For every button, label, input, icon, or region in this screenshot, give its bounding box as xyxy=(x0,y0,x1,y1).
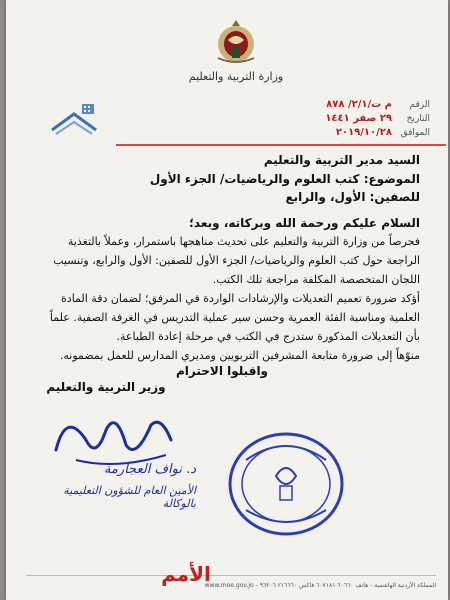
footer-divider xyxy=(26,575,436,576)
reference-block xyxy=(290,98,430,140)
letter-closing: واقبلوا الاحترام xyxy=(176,364,269,378)
footer-contact: المملكة الأردنية الهاشمية - هاتف ٦٠٦٦٠ ٦٠٧١٨١ فاكس ٢١٦٦٦٠ ٩٦٢٠٦ - www.moe.gov.jo xyxy=(204,582,436,589)
reference-gregorian-label: الموافق xyxy=(400,128,430,138)
ministry-name: وزارة التربية والتعليم xyxy=(188,70,284,83)
reference-date-label: التاريخ xyxy=(406,114,430,124)
reference-number-value: م ت/٢/١/ ٨٧٨ xyxy=(326,99,392,110)
reference-date-row xyxy=(290,112,430,126)
letter-greeting: السلام عليكم ورحمة الله وبركاته، وبعد؛ xyxy=(189,216,420,230)
letter-paragraph-3: منوّهاً إلى ضرورة متابعة المشرفين التربويين ومديري المدارس للعمل بمضمونه. xyxy=(59,349,420,362)
letter-paragraph-1: فحرصاً من وزارة التربية والتعليم على تحديث مناهجها باستمرار، وعملاً بالتغذية الراجعة حول كتب العلوم والرياضيات/ الجزء الأول للصفين: الأول والرابع، وتنسيب اللجان المتخصصة المكلفة مراجعة تلك الكتب. xyxy=(53,235,420,286)
letter-page xyxy=(6,0,448,600)
letter-body xyxy=(40,150,420,365)
handwritten-title: الأمين العام للشؤون التعليمية بالوكالة xyxy=(63,484,196,510)
reference-number-label: الرقم xyxy=(409,100,430,110)
official-stamp xyxy=(226,430,346,538)
letter-paragraph-2: أؤكد ضرورة تعميم التعديلات والإرشادات الواردة في المرفق؛ لضمان دقة المادة العلمية ومناسبة الفئة العمرية وحسن سير عملية التدريس في الغرفة الصفية. علماً بأن التعديلات المذكورة ستدرج في الكتب في مرحلة إعادة الطباعة. xyxy=(49,292,420,343)
letter-subject-line-1: الموضوع: كتب العلوم والرياضيات/ الجزء الأول xyxy=(149,172,420,186)
reference-gregorian-value: ٢٠١٩/١٠/٢٨ xyxy=(335,127,392,138)
jordan-crest-icon xyxy=(214,18,258,66)
letter-subject-line-2: للصفين: الأول، والرابع xyxy=(285,190,420,204)
signatory-title: وزير التربية والتعليم xyxy=(46,380,166,394)
reference-number-row xyxy=(290,98,430,112)
letter-addressee: السيد مدير التربية والتعليم xyxy=(263,153,420,167)
reference-gregorian-row xyxy=(290,126,430,140)
watermark-logo: الأمم xyxy=(161,562,211,586)
reference-date-value: ٢٩ صفر ١٤٤١ xyxy=(325,113,392,124)
header-divider xyxy=(116,144,446,146)
ministry-logo-icon xyxy=(46,100,102,142)
handwritten-name: د. نواف العجارمة xyxy=(103,462,196,477)
